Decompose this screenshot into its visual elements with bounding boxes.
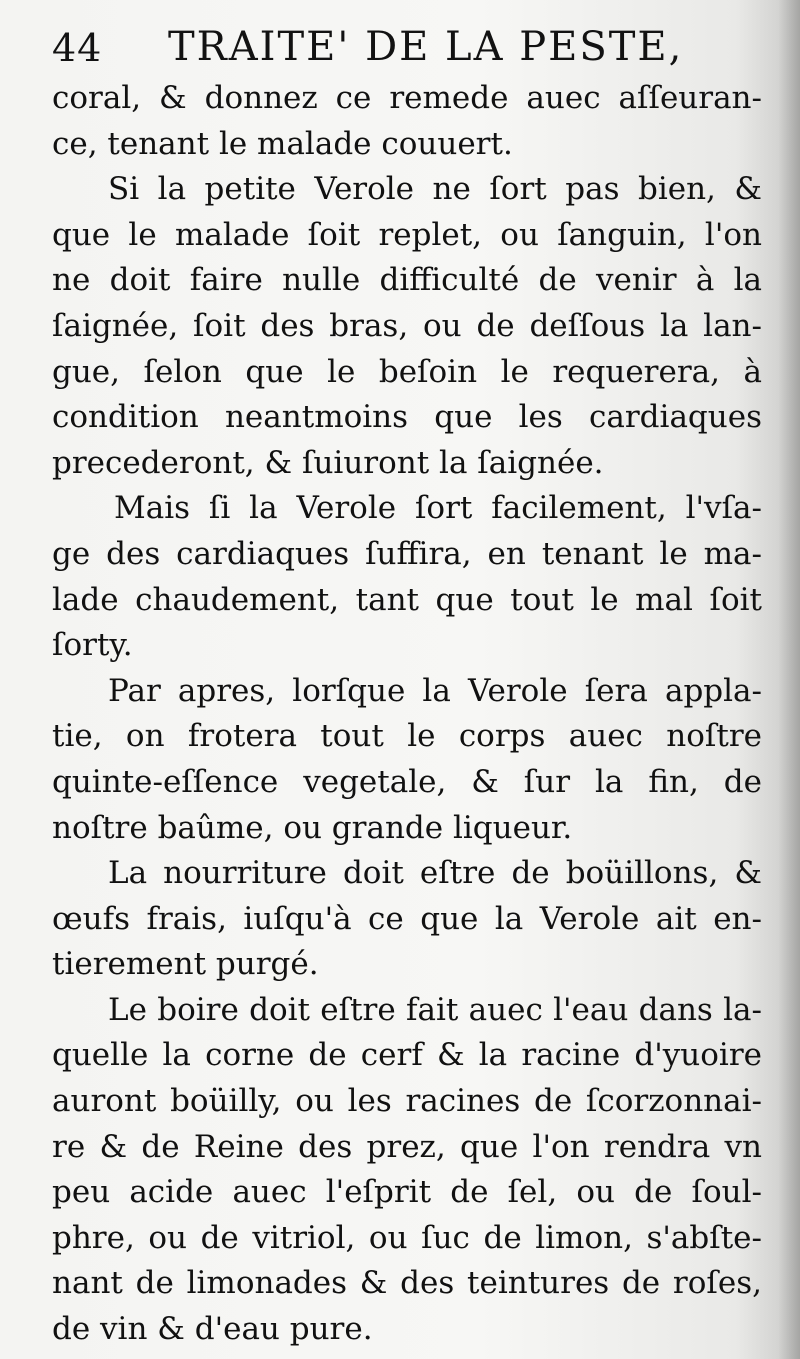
page-edge-shadow (778, 0, 800, 1359)
text-line: gue, ſelon que le beſoin le requerera, à (52, 353, 762, 390)
text-line: œufs frais, iuſqu'à ce que la Verole ait en- (52, 900, 762, 937)
text-line: precederont, & ſuiuront la ſaignée. (52, 444, 604, 481)
text-line: de vin & d'eau pure. (52, 1311, 373, 1348)
text-line: peu acide auec l'eſprit de ſel, ou de ſoul- (52, 1174, 762, 1211)
text-line: La nourriture doit eſtre de boüillons, & (108, 855, 762, 892)
text-line: coral, & donnez ce remede auec aſſeuran- (52, 80, 762, 116)
text-line: re & de Reine des prez, que l'on rendra vn (52, 1128, 762, 1165)
text-line: auront boüilly, ou les racines de ſcorzonnai- (52, 1083, 762, 1120)
text-line: ſorty. (52, 627, 133, 664)
page-header (50, 22, 770, 84)
text-line: Si la petite Verole ne ſort pas bien, & (108, 171, 762, 208)
text-line: quinte-eſſence vegetale, & ſur la fin, de (52, 763, 762, 800)
text-line: ge des cardiaques ſuffira, en tenant le ma- (52, 535, 762, 572)
text-line: que le malade ſoit replet, ou ſanguin, l'on (52, 216, 762, 253)
text-line: phre, ou de vitriol, ou ſuc de limon, s'abſte- (52, 1219, 762, 1256)
running-title: TRAITE' DE LA PESTE, (168, 24, 684, 70)
body-text (52, 76, 762, 1353)
text-line: ne doit faire nulle difficulté de venir à la (52, 262, 762, 299)
text-line: Mais ſi la Verole ſort facilement, l'vſa- (114, 490, 762, 527)
page-number: 44 (52, 26, 103, 70)
text-line: Par apres, lorſque la Verole ſera appla- (108, 672, 762, 709)
text-line: condition neantmoins que les cardiaques (52, 399, 762, 436)
text-line: lade chaudement, tant que tout le mal ſoit (52, 581, 762, 618)
text-line: Le boire doit eſtre fait auec l'eau dans la- (108, 991, 762, 1028)
text-line: noſtre baûme, ou grande liqueur. (52, 809, 573, 846)
text-line: quelle la corne de cerf & la racine d'yuoire (52, 1037, 762, 1074)
text-line: ſaignée, ſoit des bras, ou de deſſous la lan- (52, 307, 762, 344)
text-line: ce, tenant le malade couuert. (52, 125, 513, 162)
text-line: nant de limonades & des teintures de roſes, (52, 1265, 762, 1302)
text-line: tierement purgé. (52, 946, 319, 983)
text-line: tie, on frotera tout le corps auec noſtre (52, 718, 762, 755)
